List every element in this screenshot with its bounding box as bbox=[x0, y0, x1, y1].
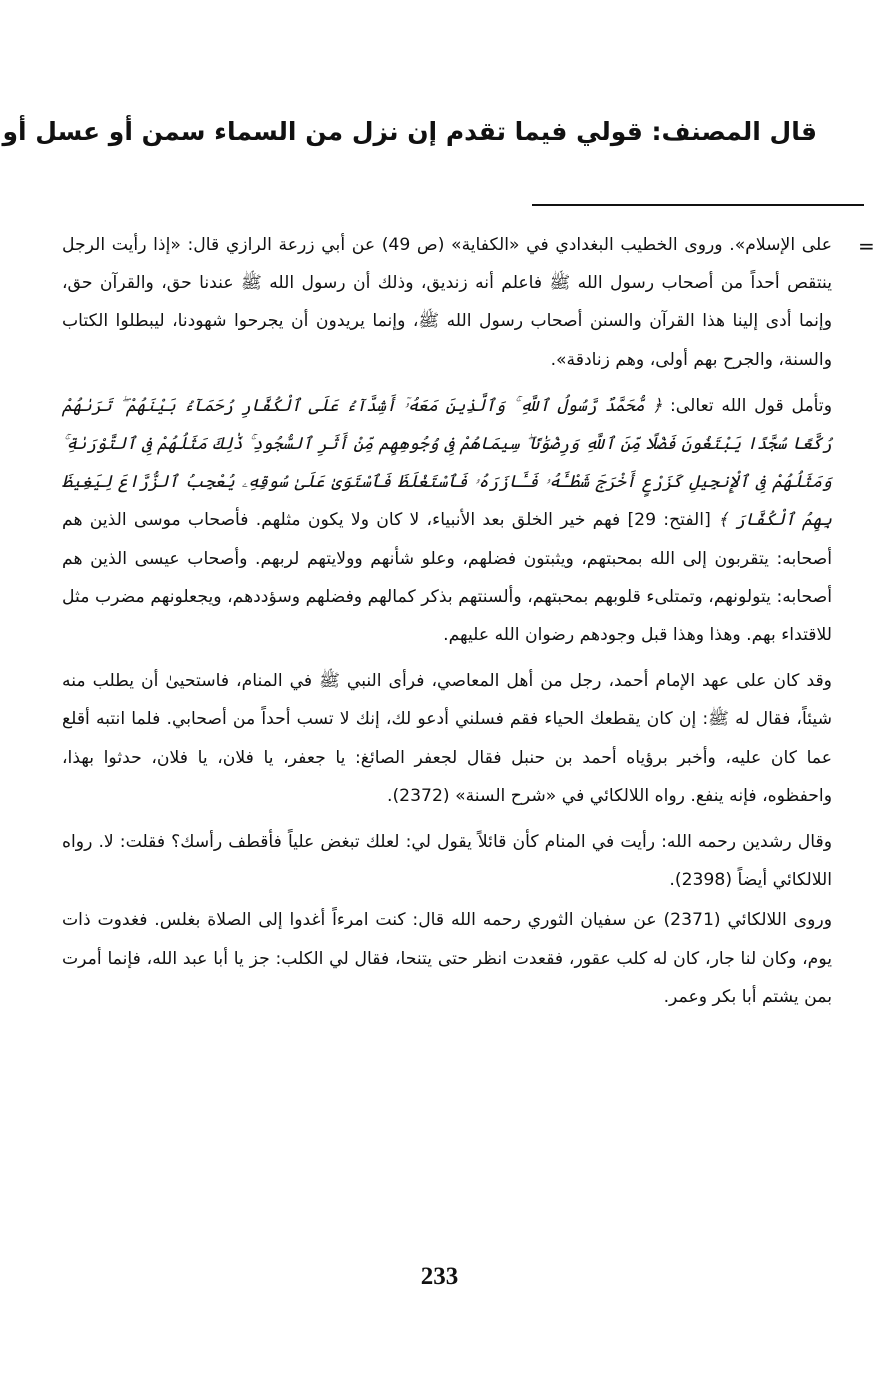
paragraph-text: وقال رشدين رحمه الله: رأيت في المنام كأن قائلاً يقول لي: لعلك تبغض علياً فأقطف رأسك؟ فقلت: لا. رواه اللالكائي أيضاً (2398). bbox=[62, 832, 832, 891]
paragraph-text: وتأمل قول الله تعالى: bbox=[662, 395, 833, 416]
footnote-paragraph bbox=[62, 662, 832, 815]
quran-verse: ﴿ مُّحَمَّدٌ رَّسُولُ ٱللَّهِ ۚ وَٱلَّذِينَ مَعَهُۥٓ أَشِدَّآءُ عَلَى ٱلْكُفَّارِ رُحَمَآءُ بَيْنَهُمْ ۖ تَرَىٰهُمْ رُكَّعًا سُجَّدًا يَبْتَغُونَ فَضْلًا مِّنَ ٱللَّهِ وَرِضْوَٰنًا ۖ سِيمَاهُمْ فِى وُجُوهِهِم مِّنْ أَثَرِ ٱلسُّجُودِ ۚ ذَٰلِكَ مَثَلُهُمْ فِى ٱلتَّوْرَىٰةِ ۚ وَمَثَلُهُمْ فِى ٱلْإِنجِيلِ كَزَرْعٍ أَخْرَجَ شَطْـَٔهُۥ فَـَٔازَرَهُۥ فَٱسْتَغْلَظَ فَٱسْتَوَىٰ عَلَىٰ سُوقِهِۦ يُعْجِبُ ٱلزُّرَّاعَ لِيَغِيظَ بِهِمُ ٱلْكُفَّارَ ﴾ bbox=[62, 395, 832, 531]
page-heading: قال المصنف: قولي فيما تقدم إن نزل من السماء سمن أو عسل أو bbox=[2, 117, 817, 146]
footnote-continuation-mark: = bbox=[858, 234, 875, 258]
footnote-paragraph bbox=[62, 387, 832, 654]
paragraph-text: [الفتح: 29] فهم خير الخلق بعد الأنبياء، لا كان ولا يكون مثلهم. فأصحاب موسى الذين هم أصحابه: يتقربون إلى الله بمحبتهم، ويثبتون فضلهم، وعلو شأنهم وولايتهم لربهم. وأصحاب عيسى الذين هم أصحابه: يتولونهم، وتمتلىء قلوبهم بمحبتهم، وألسنتهم بذكر كمالهم وفضلهم وسؤددهم، ويجعلونهم مضرب مثل للاقتداء بهم. وهذا وهذا قبل وجودهم رضوان الله عليهم. bbox=[62, 510, 832, 646]
paragraph-text: على الإسلام». وروى الخطيب البغدادي في «الكفاية» (ص 49) عن أبي زرعة الرازي قال: «إذا رأيت الرجل ينتقص أحداً من أصحاب رسول الله ﷺ فاعلم أنه زنديق، وذلك أن رسول الله ﷺ عندنا حق، والقرآن حق، وإنما أدى إلينا هذا القرآن والسنن أصحاب رسول الله ﷺ، وإنما يريدون أن يجرحوا شهودنا، ليبطلوا الكتاب والسنة، والجرح بهم أولى، وهم زنادقة». bbox=[62, 235, 832, 370]
footnote-paragraph bbox=[62, 823, 832, 899]
footnote-separator-rule bbox=[532, 204, 864, 206]
footnote-paragraph bbox=[62, 901, 832, 1016]
page-number: 233 bbox=[420, 1263, 459, 1290]
footnote-body bbox=[62, 226, 832, 1024]
paragraph-text: وقد كان على عهد الإمام أحمد، رجل من أهل المعاصي، فرأى النبي ﷺ في المنام، فاستحيىٰ أن يطلب منه شيئاً، فقال له ﷺ: إن كان يقطعك الحياء فقم فسلني أدعو لك، إنك لا تسب أحداً من أصحابي. فلما انتبه أقلع عما كان عليه، وأخبر برؤياه أحمد بن حنبل فقال لجعفر الصائغ: يا جعفر، يا فلان، يا فلان، حدثوا بهذا، واحفظوه، فإنه ينفع. رواه اللالكائي في «شرح السنة» (2372). bbox=[62, 671, 832, 806]
footnote-paragraph bbox=[62, 226, 832, 379]
paragraph-text: وروى اللالكائي (2371) عن سفيان الثوري رحمه الله قال: كنت امرءاً أغدوا إلى الصلاة بغلس. فغدوت ذات يوم، وكان لنا جار، كان له كلب عقور، فقعدت انظر حتى يتنحا، فقال لي الكلب: جز يا أبا عبد الله، فإنما أمرت بمن يشتم أبا بكر وعمر. bbox=[62, 910, 832, 1007]
